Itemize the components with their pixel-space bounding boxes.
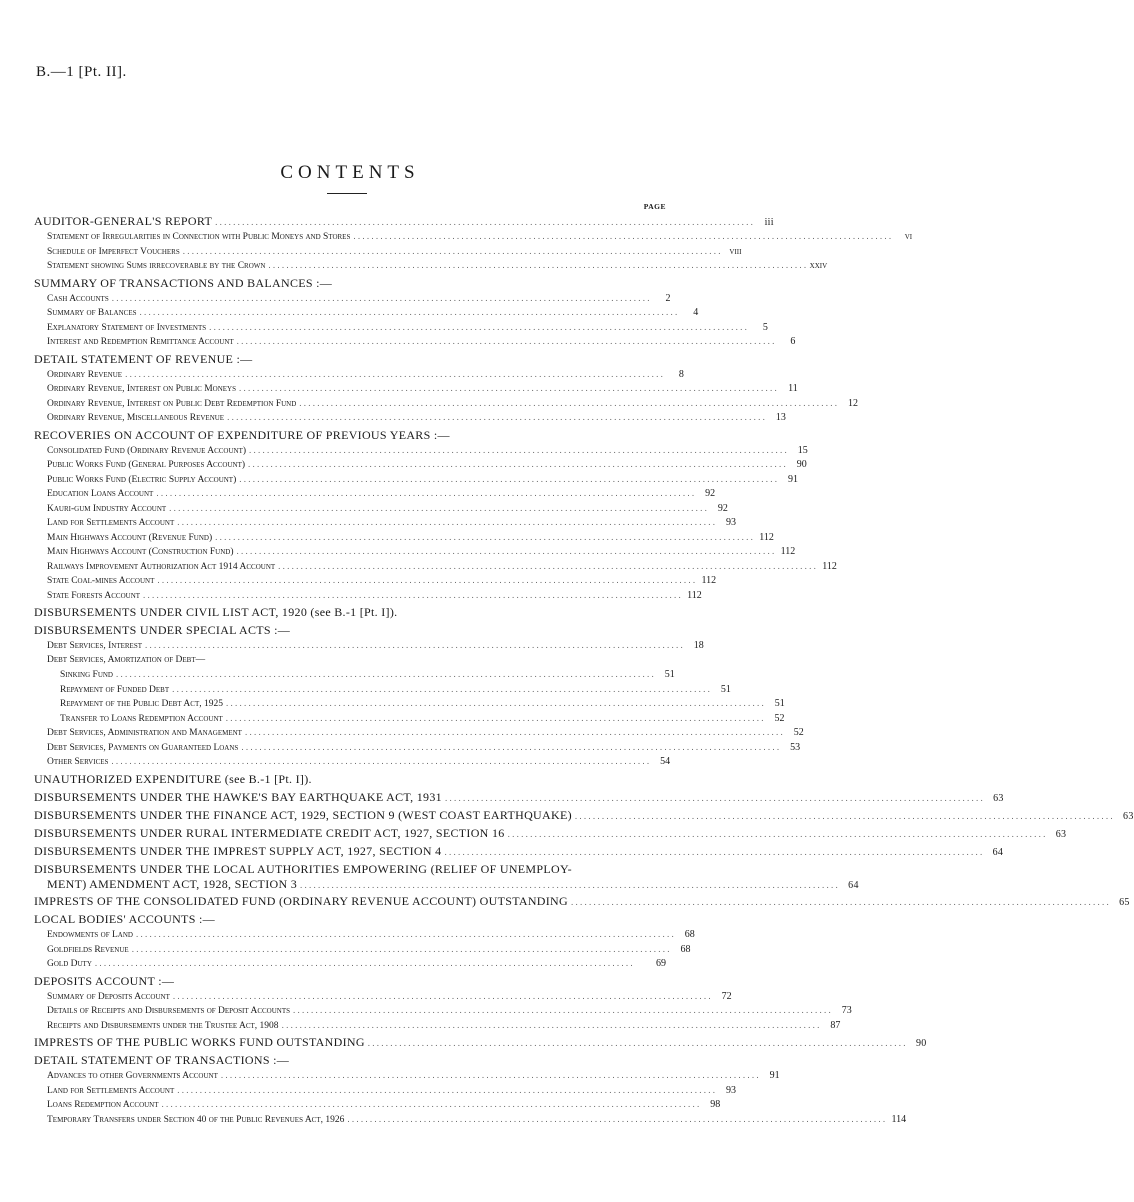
entry-title: Endowments of Land [47, 930, 133, 940]
entry-title: Repayment of the Public Debt Act, 1925 [60, 699, 223, 709]
page-column-label: PAGE [643, 202, 666, 211]
contents-entry [34, 876, 859, 892]
contents-entry [34, 740, 801, 755]
entry-title: Advances to other Governments Account [47, 1071, 218, 1081]
entry-page-number: 64 [992, 846, 1004, 858]
contents-heading [34, 771, 666, 787]
dot-leader: . . . . . . . . . . . . . . . . . . . . . . . . . . . . . . . . . . . . . . . . . . . . . . . . . . . . . . . . . . . . . . . . . . . . . . . . . . . . . . . . . . . . . . . . . . . . . . . . . . . . . . . . . . . . . . . . . . . . . . . . [209, 321, 747, 332]
contents-heading [34, 825, 1067, 841]
dot-leader: . . . . . . . . . . . . . . . . . . . . . . . . . . . . . . . . . . . . . . . . . . . . . . . . . . . . . . . . . . . . . . . . . . . . . . . . . . . . . . . . . . . . . . . . . . . . . . . . . . . . . . . . . . . . . . . . . . . . . . . . [116, 669, 654, 679]
entry-title: Details of Receipts and Disbursements of Deposit Accounts [47, 1006, 291, 1016]
entry-title: MENT) AMENDMENT ACT, 1928, SECTION 3 [47, 876, 298, 891]
dot-leader: . . . . . . . . . . . . . . . . . . . . . . . . . . . . . . . . . . . . . . . . . . . . . . . . . . . . . . . . . . . . . . . . . . . . . . . . . . . . . . . . . . . . . . . . . . . . . . . . . . . . . . . . . . . . . . . . . . . . . . . . [172, 990, 711, 1001]
contents-entry [34, 320, 768, 335]
contents-heading [34, 427, 666, 443]
entry-page-number: 63 [1055, 828, 1067, 840]
dot-leader: . . . . . . . . . . . . . . . . . . . . . . . . . . . . . . . . . . . . . . . . . . . . . . . . . . . . . . . . . . . . . . . . . . . . . . . . . . . . . . . . . . . . . . . . . . . . . . . . . . . . . . . . . . . . . . . . . . . . . . . . [244, 727, 783, 737]
contents-heading [34, 622, 666, 638]
contents-heading [34, 275, 666, 291]
entry-page-number: 69 [656, 958, 666, 969]
dot-leader: . . . . . . . . . . . . . . . . . . . . . . . . . . . . . . . . . . . . . . . . . . . . . . . . . . . . . . . . . . . . . . . . . . . . . . . . . . . . . . . . . . . . . . . . . . . . . . . . . . . . . . . . . . . . . . . . . . . . . . . . [570, 897, 1109, 907]
entry-page-number: 112 [822, 560, 837, 572]
dot-leader: . . . . . . . . . . . . . . . . . . . . . . . . . . . . . . . . . . . . . . . . . . . . . . . . . . . . . . . . . . . . . . . . . . . . . . . . . . . . . . . . . . . . . . . . . . . . . . . . . . . . . . . . . . . . . . . . . . . . . . . . [135, 929, 674, 939]
contents-entry [34, 927, 695, 942]
dot-leader: . . . . . . . . . . . . . . . . . . . . . . . . . . . . . . . . . . . . . . . . . . . . . . . . . . . . . . . . . . . . . . . . . . . . . . . . . . . . . . . . . . . . . . . . . . . . . . . . . . . . . . . . . . . . . . . . . . . . . . . . [227, 412, 765, 422]
contents-entry [34, 989, 732, 1004]
entry-page-number: 91 [769, 1070, 780, 1081]
dot-leader: . . . . . . . . . . . . . . . . . . . . . . . . . . . . . . . . . . . . . . . . . . . . . . . . . . . . . . . . . . . . . . . . . . . . . . . . . . . . . . . . . . . . . . . . . . . . . . . . . . . . . . . . . . . . . . . . . . . . . . . . [367, 1038, 906, 1048]
dot-leader: . . . . . . . . . . . . . . . . . . . . . . . . . . . . . . . . . . . . . . . . . . . . . . . . . . . . . . . . . . . . . . . . . . . . . . . . . . . . . . . . . . . . . . . . . . . . . . . . . . . . . . . . . . . . . . . . . . . . . . . . [248, 459, 786, 469]
contents-entry [34, 1097, 721, 1112]
entry-page-number: xxiv [809, 260, 828, 271]
entry-page-number: 64 [848, 879, 859, 891]
contents-entry [34, 754, 671, 769]
entry-title: Statement of Irregularities in Connection with Public Moneys and Stores [47, 232, 351, 242]
entry-page-number: vi [904, 231, 913, 242]
entry-page-number: 68 [684, 929, 695, 940]
entry-page-number: 63 [993, 792, 1004, 804]
contents-entry [34, 1083, 736, 1098]
contents-heading [34, 973, 666, 989]
entry-page-number: 112 [759, 531, 774, 543]
contents-entry [34, 942, 691, 957]
entry-page-number: 5 [762, 321, 768, 333]
contents-entry [34, 638, 704, 653]
contents-heading [34, 604, 666, 620]
contents-entry [34, 1018, 841, 1033]
entry-title: Summary of Balances [47, 308, 137, 318]
contents-heading [34, 893, 1130, 909]
entry-title: Land for Settlements Account [47, 518, 175, 528]
entry-page-number: 52 [793, 727, 804, 738]
contents-entry [34, 472, 798, 487]
dot-leader: . . . . . . . . . . . . . . . . . . . . . . . . . . . . . . . . . . . . . . . . . . . . . . . . . . . . . . . . . . . . . . . . . . . . . . . . . . . . . . . . . . . . . . . . . . . . . . . . . . . . . . . . . . . . . . . . . . . . . . . . [507, 828, 1046, 839]
entry-title: DISBURSEMENTS UNDER THE LOCAL AUTHORITIES EMPOWERING (RELIEF OF UNEMPLOY- [34, 861, 572, 876]
dot-leader: . . . . . . . . . . . . . . . . . . . . . . . . . . . . . . . . . . . . . . . . . . . . . . . . . . . . . . . . . . . . . . . . . . . . . . . . . . . . . . . . . . . . . . . . . . . . . . . . . . . . . . . . . . . . . . . . . . . . . . . . [268, 260, 807, 270]
entry-title: DISBURSEMENTS UNDER SPECIAL ACTS :— [34, 623, 291, 637]
dot-leader: . . . . . . . . . . . . . . . . . . . . . . . . . . . . . . . . . . . . . . . . . . . . . . . . . . . . . . . . . . . . . . . . . . . . . . . . . . . . . . . . . . . . . . . . . . . . . . . . . . . . . . . . . . . . . . . . . . . . . . . . [236, 336, 775, 346]
entry-page-number: iii [764, 217, 774, 228]
dot-leader: . . . . . . . . . . . . . . . . . . . . . . . . . . . . . . . . . . . . . . . . . . . . . . . . . . . . . . . . . . . . . . . . . . . . . . . . . . . . . . . . . . . . . . . . . . . . . . . . . . . . . . . . . . . . . . . . . . . . . . . . [177, 517, 715, 527]
entry-title: Debt Services, Amortization of Debt— [47, 654, 206, 665]
entry-page-number: viii [729, 245, 742, 257]
dot-leader: . . . . . . . . . . . . . . . . . . . . . . . . . . . . . . . . . . . . . . . . . . . . . . . . . . . . . . . . . . . . . . . . . . . . . . . . . . . . . . . . . . . . . . . . . . . . . . . . . . . . . . . . . . . . . . . . . . . . . . . . [215, 217, 753, 227]
dot-leader: . . . . . . . . . . . . . . . . . . . . . . . . . . . . . . . . . . . . . . . . . . . . . . . . . . . . . . . . . . . . . . . . . . . . . . . . . . . . . . . . . . . . . . . . . . . . . . . . . . . . . . . . . . . . . . . . . . . . . . . . [131, 943, 670, 954]
contents-entry [34, 1068, 780, 1083]
entry-page-number: 13 [775, 412, 786, 423]
entry-page-number: 53 [790, 741, 801, 753]
dot-leader: . . . . . . . . . . . . . . . . . . . . . . . . . . . . . . . . . . . . . . . . . . . . . . . . . . . . . . . . . . . . . . . . . . . . . . . . . . . . . . . . . . . . . . . . . . . . . . . . . . . . . . . . . . . . . . . . . . . . . . . . [249, 444, 787, 455]
entry-title: IMPRESTS OF THE PUBLIC WORKS FUND OUTSTANDING [34, 1035, 365, 1049]
contents-entry [34, 443, 808, 458]
entry-title: Explanatory Statement of Investments [47, 322, 207, 333]
contents-heading [34, 1052, 666, 1068]
entry-page-number: 51 [664, 669, 675, 680]
entry-page-number: 72 [721, 990, 732, 1002]
contents-entry [34, 573, 717, 588]
entry-page-number: 92 [717, 502, 728, 514]
entry-page-number: 114 [891, 1113, 907, 1125]
entry-title: Gold Duty [47, 959, 92, 969]
entry-page-number: 112 [687, 589, 702, 601]
contents-entry [34, 956, 666, 971]
entry-page-number: 92 [705, 488, 716, 499]
contents-heading [34, 213, 774, 229]
contents-entry [34, 559, 837, 574]
entry-page-number: 15 [797, 444, 808, 456]
entry-title: Kauri-gum Industry Account [47, 503, 167, 514]
dot-leader: . . . . . . . . . . . . . . . . . . . . . . . . . . . . . . . . . . . . . . . . . . . . . . . . . . . . . . . . . . . . . . . . . . . . . . . . . . . . . . . . . . . . . . . . . . . . . . . . . . . . . . . . . . . . . . . . . . . . . . . . [111, 292, 650, 303]
entry-page-number: 52 [774, 712, 785, 724]
dot-leader: . . . . . . . . . . . . . . . . . . . . . . . . . . . . . . . . . . . . . . . . . . . . . . . . . . . . . . . . . . . . . . . . . . . . . . . . . . . . . . . . . . . . . . . . . . . . . . . . . . . . . . . . . . . . . . . . . . . . . . . . [143, 589, 681, 600]
entry-title: Interest and Redemption Remittance Account [47, 337, 234, 347]
entry-title: DISBURSEMENTS UNDER THE FINANCE ACT, 1929, SECTION 9 (WEST COAST EARTHQUAKE) [34, 807, 572, 822]
dot-leader: . . . . . . . . . . . . . . . . . . . . . . . . . . . . . . . . . . . . . . . . . . . . . . . . . . . . . . . . . . . . . . . . . . . . . . . . . . . . . . . . . . . . . . . . . . . . . . . . . . . . . . . . . . . . . . . . . . . . . . . . [111, 756, 650, 766]
entry-page-number: 12 [848, 397, 859, 409]
entry-page-number: 8 [678, 368, 684, 380]
dot-leader: . . . . . . . . . . . . . . . . . . . . . . . . . . . . . . . . . . . . . . . . . . . . . . . . . . . . . . . . . . . . . . . . . . . . . . . . . . . . . . . . . . . . . . . . . . . . . . . . . . . . . . . . . . . . . . . . . . . . . . . . [161, 1099, 700, 1109]
contents-entry [34, 305, 699, 320]
dot-leader: . . . . . . . . . . . . . . . . . . . . . . . . . . . . . . . . . . . . . . . . . . . . . . . . . . . . . . . . . . . . . . . . . . . . . . . . . . . . . . . . . . . . . . . . . . . . . . . . . . . . . . . . . . . . . . . . . . . . . . . . [236, 546, 775, 556]
dot-leader: . . . . . . . . . . . . . . . . . . . . . . . . . . . . . . . . . . . . . . . . . . . . . . . . . . . . . . . . . . . . . . . . . . . . . . . . . . . . . . . . . . . . . . . . . . . . . . . . . . . . . . . . . . . . . . . . . . . . . . . . [281, 1019, 820, 1030]
entry-page-number: 4 [693, 307, 699, 318]
contents-entry [34, 515, 736, 530]
dot-leader: . . . . . . . . . . . . . . . . . . . . . . . . . . . . . . . . . . . . . . . . . . . . . . . . . . . . . . . . . . . . . . . . . . . . . . . . . . . . . . . . . . . . . . . . . . . . . . . . . . . . . . . . . . . . . . . . . . . . . . . . [125, 368, 663, 379]
contents-entry [34, 367, 684, 382]
contents-entry [34, 258, 828, 273]
entry-page-number: 98 [710, 1099, 721, 1110]
dot-leader: . . . . . . . . . . . . . . . . . . . . . . . . . . . . . . . . . . . . . . . . . . . . . . . . . . . . . . . . . . . . . . . . . . . . . . . . . . . . . . . . . . . . . . . . . . . . . . . . . . . . . . . . . . . . . . . . . . . . . . . . [177, 1084, 715, 1095]
contents-list [34, 211, 1134, 1126]
entry-page-number: 63 [1123, 810, 1134, 822]
entry-title: DISBURSEMENTS UNDER THE IMPREST SUPPLY ACT, 1927, SECTION 4 [34, 843, 442, 858]
entry-title: Education Loans Account [47, 489, 154, 499]
entry-title: Temporary Transfers under Section 40 of the Public Revenues Act, 1926 [47, 1114, 345, 1125]
entry-page-number: 112 [780, 546, 796, 557]
contents-entry [34, 696, 785, 711]
entry-title: Ordinary Revenue [47, 369, 123, 380]
entry-title: Summary of Deposits Account [47, 991, 170, 1002]
entry-page-number: 51 [720, 683, 731, 695]
dot-leader: . . . . . . . . . . . . . . . . . . . . . . . . . . . . . . . . . . . . . . . . . . . . . . . . . . . . . . . . . . . . . . . . . . . . . . . . . . . . . . . . . . . . . . . . . . . . . . . . . . . . . . . . . . . . . . . . . . . . . . . . [156, 488, 695, 498]
entry-page-number: 18 [693, 640, 704, 651]
entry-title: Consolidated Fund (Ordinary Revenue Account) [47, 445, 247, 456]
entry-title: Main Highways Account (Construction Fund) [47, 547, 234, 557]
entry-page-number: 87 [830, 1019, 841, 1031]
entry-page-number: 11 [788, 383, 798, 394]
contents-entry [34, 530, 774, 545]
dot-leader: . . . . . . . . . . . . . . . . . . . . . . . . . . . . . . . . . . . . . . . . . . . . . . . . . . . . . . . . . . . . . . . . . . . . . . . . . . . . . . . . . . . . . . . . . . . . . . . . . . . . . . . . . . . . . . . . . . . . . . . . [299, 397, 838, 408]
entry-page-number: 112 [701, 575, 717, 586]
contents-entry [34, 381, 798, 396]
dot-leader: . . . . . . . . . . . . . . . . . . . . . . . . . . . . . . . . . . . . . . . . . . . . . . . . . . . . . . . . . . . . . . . . . . . . . . . . . . . . . . . . . . . . . . . . . . . . . . . . . . . . . . . . . . . . . . . . . . . . . . . . [444, 792, 983, 803]
dot-leader: . . . . . . . . . . . . . . . . . . . . . . . . . . . . . . . . . . . . . . . . . . . . . . . . . . . . . . . . . . . . . . . . . . . . . . . . . . . . . . . . . . . . . . . . . . . . . . . . . . . . . . . . . . . . . . . . . . . . . . . . [353, 231, 892, 241]
dot-leader: . . . . . . . . . . . . . . . . . . . . . . . . . . . . . . . . . . . . . . . . . . . . . . . . . . . . . . . . . . . . . . . . . . . . . . . . . . . . . . . . . . . . . . . . . . . . . . . . . . . . . . . . . . . . . . . . . . . . . . . . [220, 1070, 759, 1080]
entry-page-number: 93 [725, 517, 736, 528]
dot-leader: . . . . . . . . . . . . . . . . . . . . . . . . . . . . . . . . . . . . . . . . . . . . . . . . . . . . . . . . . . . . . . . . . . . . . . . . . . . . . . . . . . . . . . . . . . . . . . . . . . . . . . . . . . . . . . . . . . . . . . . . [157, 575, 696, 585]
entry-title: Debt Services, Payments on Guaranteed Loans [47, 742, 239, 753]
entry-title: DETAIL STATEMENT OF TRANSACTIONS :— [34, 1053, 290, 1067]
entry-title: Transfer to Loans Redemption Account [60, 713, 223, 724]
contents-entry [34, 410, 786, 425]
contents-entry [34, 725, 804, 740]
entry-title: DETAIL STATEMENT OF REVENUE :— [34, 351, 253, 366]
entry-page-number: 91 [788, 473, 798, 485]
entry-page-number: 93 [725, 1084, 736, 1096]
contents-entry [34, 501, 728, 516]
contents-entry [34, 457, 807, 472]
page-reference: B.—1 [Pt. II]. [36, 64, 127, 80]
entry-title: AUDITOR-GENERAL'S REPORT [34, 214, 213, 228]
entry-page-number: 73 [841, 1005, 852, 1016]
entry-title: DISBURSEMENTS UNDER RURAL INTERMEDIATE CREDIT ACT, 1927, SECTION 16 [34, 825, 505, 840]
dot-leader: . . . . . . . . . . . . . . . . . . . . . . . . . . . . . . . . . . . . . . . . . . . . . . . . . . . . . . . . . . . . . . . . . . . . . . . . . . . . . . . . . . . . . . . . . . . . . . . . . . . . . . . . . . . . . . . . . . . . . . . . [172, 683, 710, 694]
entry-page-number: 51 [774, 698, 785, 709]
dot-leader: . . . . . . . . . . . . . . . . . . . . . . . . . . . . . . . . . . . . . . . . . . . . . . . . . . . . . . . . . . . . . . . . . . . . . . . . . . . . . . . . . . . . . . . . . . . . . . . . . . . . . . . . . . . . . . . . . . . . . . . . [94, 958, 633, 968]
entry-title: State Coal-mines Account [47, 576, 155, 586]
contents-entry [34, 486, 716, 501]
dot-leader: . . . . . . . . . . . . . . . . . . . . . . . . . . . . . . . . . . . . . . . . . . . . . . . . . . . . . . . . . . . . . . . . . . . . . . . . . . . . . . . . . . . . . . . . . . . . . . . . . . . . . . . . . . . . . . . . . . . . . . . . [182, 245, 721, 256]
dot-leader: . . . . . . . . . . . . . . . . . . . . . . . . . . . . . . . . . . . . . . . . . . . . . . . . . . . . . . . . . . . . . . . . . . . . . . . . . . . . . . . . . . . . . . . . . . . . . . . . . . . . . . . . . . . . . . . . . . . . . . . . [574, 810, 1113, 821]
contents-entry [34, 682, 731, 697]
dot-leader: . . . . . . . . . . . . . . . . . . . . . . . . . . . . . . . . . . . . . . . . . . . . . . . . . . . . . . . . . . . . . . . . . . . . . . . . . . . . . . . . . . . . . . . . . . . . . . . . . . . . . . . . . . . . . . . . . . . . . . . . [444, 846, 983, 857]
contents-entry [34, 544, 796, 559]
entry-title: Sinking Fund [60, 670, 113, 680]
entry-title: DEPOSITS ACCOUNT :— [34, 973, 175, 988]
contents-entry [34, 229, 913, 244]
entry-title: Ordinary Revenue, Miscellaneous Revenue [47, 413, 225, 423]
entry-title: Ordinary Revenue, Interest on Public Debt Redemption Fund [47, 398, 297, 409]
contents-entry [34, 1112, 907, 1127]
dot-leader: . . . . . . . . . . . . . . . . . . . . . . . . . . . . . . . . . . . . . . . . . . . . . . . . . . . . . . . . . . . . . . . . . . . . . . . . . . . . . . . . . . . . . . . . . . . . . . . . . . . . . . . . . . . . . . . . . . . . . . . . [293, 1005, 831, 1015]
dot-leader: . . . . . . . . . . . . . . . . . . . . . . . . . . . . . . . . . . . . . . . . . . . . . . . . . . . . . . . . . . . . . . . . . . . . . . . . . . . . . . . . . . . . . . . . . . . . . . . . . . . . . . . . . . . . . . . . . . . . . . . . [226, 698, 764, 708]
entry-title: Debt Services, Interest [47, 641, 142, 651]
contents-entry [34, 291, 671, 306]
dot-leader: . . . . . . . . . . . . . . . . . . . . . . . . . . . . . . . . . . . . . . . . . . . . . . . . . . . . . . . . . . . . . . . . . . . . . . . . . . . . . . . . . . . . . . . . . . . . . . . . . . . . . . . . . . . . . . . . . . . . . . . . [139, 307, 678, 317]
entry-page-number: 2 [665, 292, 671, 304]
entry-title: Goldfields Revenue [47, 944, 129, 955]
page-title: CONTENTS [280, 162, 420, 183]
dot-leader: . . . . . . . . . . . . . . . . . . . . . . . . . . . . . . . . . . . . . . . . . . . . . . . . . . . . . . . . . . . . . . . . . . . . . . . . . . . . . . . . . . . . . . . . . . . . . . . . . . . . . . . . . . . . . . . . . . . . . . . . [215, 531, 753, 542]
entry-page-number: 90 [915, 1038, 927, 1049]
title-divider [327, 193, 367, 194]
contents-heading [34, 807, 1134, 823]
entry-title: DISBURSEMENTS UNDER THE HAWKE'S BAY EARTHQUAKE ACT, 1931 [34, 789, 442, 804]
entry-title: Public Works Fund (Electric Supply Account) [47, 474, 237, 485]
entry-page-number: 90 [796, 459, 807, 470]
contents-heading [34, 789, 1004, 805]
entry-page-number: 68 [680, 943, 691, 955]
dot-leader: . . . . . . . . . . . . . . . . . . . . . . . . . . . . . . . . . . . . . . . . . . . . . . . . . . . . . . . . . . . . . . . . . . . . . . . . . . . . . . . . . . . . . . . . . . . . . . . . . . . . . . . . . . . . . . . . . . . . . . . . [300, 879, 838, 890]
entry-title: SUMMARY OF TRANSACTIONS AND BALANCES :— [34, 275, 333, 290]
entry-title: Statement showing Sums irrecoverable by the Crown [47, 261, 266, 271]
contents-entry [34, 711, 785, 726]
dot-leader: . . . . . . . . . . . . . . . . . . . . . . . . . . . . . . . . . . . . . . . . . . . . . . . . . . . . . . . . . . . . . . . . . . . . . . . . . . . . . . . . . . . . . . . . . . . . . . . . . . . . . . . . . . . . . . . . . . . . . . . . [239, 383, 777, 393]
entry-title: Repayment of Funded Debt [60, 684, 170, 695]
entry-title: RECOVERIES ON ACCOUNT OF EXPENDITURE OF PREVIOUS YEARS :— [34, 427, 450, 442]
contents-heading [34, 351, 666, 367]
entry-title: Loans Redemption Account [47, 1100, 159, 1110]
contents-heading [34, 911, 666, 927]
entry-title: Ordinary Revenue, Interest on Public Moneys [47, 384, 237, 394]
entry-title: Receipts and Disbursements under the Trustee Act, 1908 [47, 1020, 279, 1031]
dot-leader: . . . . . . . . . . . . . . . . . . . . . . . . . . . . . . . . . . . . . . . . . . . . . . . . . . . . . . . . . . . . . . . . . . . . . . . . . . . . . . . . . . . . . . . . . . . . . . . . . . . . . . . . . . . . . . . . . . . . . . . . [239, 473, 777, 484]
entry-title: Other Services [47, 757, 109, 767]
entry-title: Schedule of Imperfect Vouchers [47, 246, 180, 257]
dot-leader: . . . . . . . . . . . . . . . . . . . . . . . . . . . . . . . . . . . . . . . . . . . . . . . . . . . . . . . . . . . . . . . . . . . . . . . . . . . . . . . . . . . . . . . . . . . . . . . . . . . . . . . . . . . . . . . . . . . . . . . . [169, 502, 707, 513]
entry-title: Land for Settlements Account [47, 1085, 175, 1096]
contents-entry [34, 1003, 852, 1018]
contents-heading [34, 861, 666, 877]
contents-heading [34, 843, 1004, 859]
contents-entry [34, 667, 675, 682]
dot-leader: . . . . . . . . . . . . . . . . . . . . . . . . . . . . . . . . . . . . . . . . . . . . . . . . . . . . . . . . . . . . . . . . . . . . . . . . . . . . . . . . . . . . . . . . . . . . . . . . . . . . . . . . . . . . . . . . . . . . . . . . [241, 741, 780, 752]
contents-entry [34, 588, 702, 603]
dot-leader: . . . . . . . . . . . . . . . . . . . . . . . . . . . . . . . . . . . . . . . . . . . . . . . . . . . . . . . . . . . . . . . . . . . . . . . . . . . . . . . . . . . . . . . . . . . . . . . . . . . . . . . . . . . . . . . . . . . . . . . . [278, 560, 816, 571]
entry-title: IMPRESTS OF THE CONSOLIDATED FUND (ORDINARY REVENUE ACCOUNT) OUTSTANDING [34, 894, 568, 908]
entry-page-number: 65 [1119, 897, 1130, 908]
entry-page-number: 54 [660, 756, 671, 767]
entry-page-number: 6 [790, 336, 796, 347]
entry-title: Public Works Fund (General Purposes Account) [47, 460, 246, 470]
entry-title: Main Highways Account (Revenue Fund) [47, 532, 213, 543]
entry-title: LOCAL BODIES' ACCOUNTS :— [34, 912, 215, 926]
entry-title: Railways Improvement Authorization Act 1914 Account [47, 561, 276, 572]
entry-title: DISBURSEMENTS UNDER CIVIL LIST ACT, 1920 (see B.-1 [Pt. I]). [34, 605, 398, 619]
contents-entry [34, 396, 859, 411]
dot-leader: . . . . . . . . . . . . . . . . . . . . . . . . . . . . . . . . . . . . . . . . . . . . . . . . . . . . . . . . . . . . . . . . . . . . . . . . . . . . . . . . . . . . . . . . . . . . . . . . . . . . . . . . . . . . . . . . . . . . . . . . [225, 712, 764, 723]
entry-title: Cash Accounts [47, 293, 109, 304]
dot-leader: . . . . . . . . . . . . . . . . . . . . . . . . . . . . . . . . . . . . . . . . . . . . . . . . . . . . . . . . . . . . . . . . . . . . . . . . . . . . . . . . . . . . . . . . . . . . . . . . . . . . . . . . . . . . . . . . . . . . . . . . [144, 640, 683, 650]
contents-entry [34, 334, 796, 349]
entry-title: State Forests Account [47, 590, 141, 601]
entry-title: UNAUTHORIZED EXPENDITURE (see B.-1 [Pt. I]). [34, 771, 312, 786]
dot-leader: . . . . . . . . . . . . . . . . . . . . . . . . . . . . . . . . . . . . . . . . . . . . . . . . . . . . . . . . . . . . . . . . . . . . . . . . . . . . . . . . . . . . . . . . . . . . . . . . . . . . . . . . . . . . . . . . . . . . . . . . [347, 1113, 886, 1124]
contents-heading [34, 1034, 927, 1050]
contents-entry [34, 653, 666, 668]
contents-entry [34, 244, 742, 259]
entry-title: Debt Services, Administration and Management [47, 728, 242, 738]
